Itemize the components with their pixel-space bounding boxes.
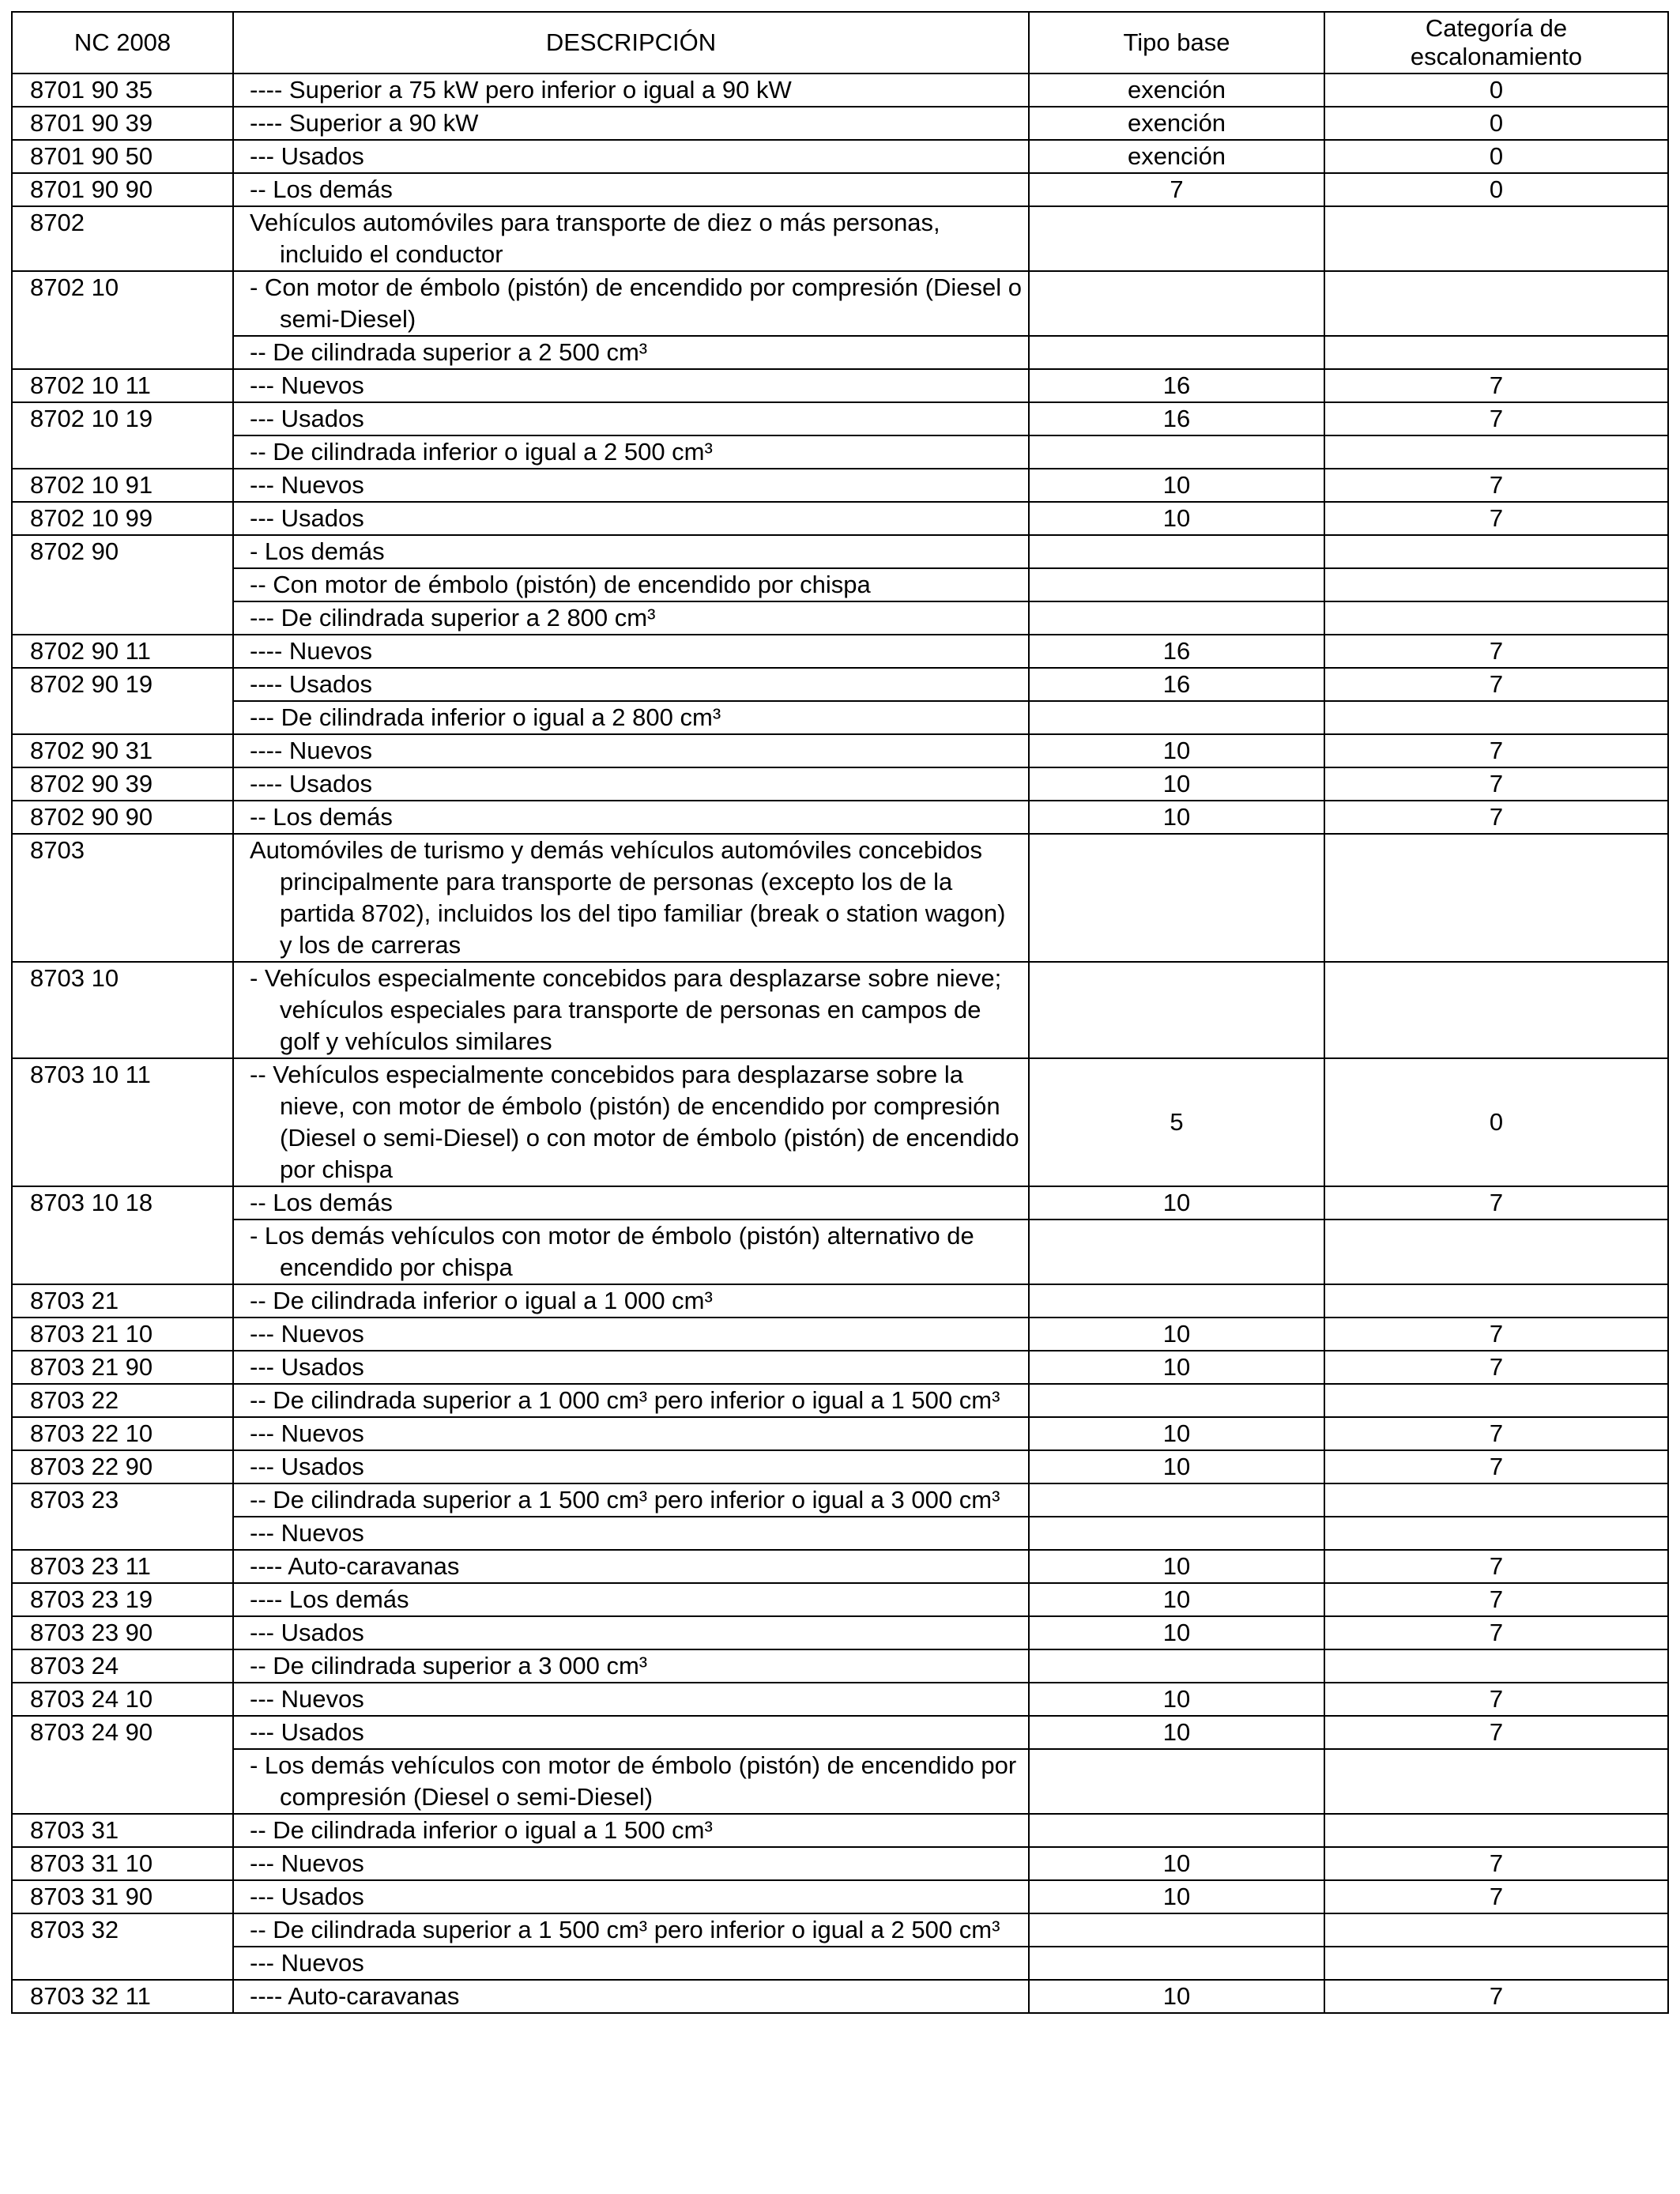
tipo-base-cell: 10 <box>1029 1847 1324 1880</box>
categoria-cell <box>1324 535 1668 568</box>
description-text: Automóviles de turismo y demás vehículos automóviles concebidos principalmente para transporte de personas (excepto los de la partida 8702), incluidos los del tipo familiar (break o station wagon) y los de carreras <box>250 836 1006 959</box>
description-text: ---- Usados <box>250 670 373 698</box>
tipo-base-cell: 10 <box>1029 1450 1324 1483</box>
description-text: --- Nuevos <box>250 1519 364 1547</box>
tipo-base-cell: 7 <box>1029 173 1324 206</box>
categoria-cell <box>1324 568 1668 601</box>
table-row <box>12 535 1668 568</box>
nc-code-cell: 8703 31 90 <box>12 1880 233 1913</box>
tipo-base-cell: 10 <box>1029 1980 1324 2013</box>
nc-code-cell: 8702 90 11 <box>12 635 233 668</box>
description-text: -- Los demás <box>250 803 393 831</box>
tipo-base-cell: 10 <box>1029 1186 1324 1220</box>
description-text: -- De cilindrada superior a 1 000 cm³ pero inferior o igual a 1 500 cm³ <box>250 1386 1000 1414</box>
nc-code-cell: 8703 22 10 <box>12 1417 233 1450</box>
description-text: ---- Superior a 75 kW pero inferior o igual a 90 kW <box>250 76 792 104</box>
nc-code-cell: 8702 10 19 <box>12 402 233 469</box>
nc-code-cell: 8703 21 <box>12 1284 233 1318</box>
description-cell <box>233 1284 1029 1318</box>
tipo-base-cell <box>1029 1517 1324 1550</box>
description-cell <box>233 1749 1029 1814</box>
tipo-base-cell <box>1029 1814 1324 1847</box>
nc-code-cell: 8701 90 35 <box>12 74 233 107</box>
description-text: --- Usados <box>250 142 364 170</box>
description-cell <box>233 962 1029 1058</box>
categoria-cell <box>1324 1517 1668 1550</box>
nc-code-cell: 8703 31 10 <box>12 1847 233 1880</box>
tipo-base-cell <box>1029 535 1324 568</box>
categoria-cell: 7 <box>1324 1683 1668 1716</box>
table-row <box>12 1318 1668 1351</box>
categoria-cell <box>1324 1220 1668 1284</box>
categoria-cell: 7 <box>1324 734 1668 767</box>
tipo-base-cell <box>1029 336 1324 369</box>
nc-code-cell: 8702 10 91 <box>12 469 233 502</box>
description-cell <box>233 1947 1029 1980</box>
nc-code-cell: 8701 90 90 <box>12 173 233 206</box>
tipo-base-cell <box>1029 962 1324 1058</box>
description-text: -- De cilindrada inferior o igual a 1 000 cm³ <box>250 1287 713 1314</box>
table-row <box>12 1947 1668 1980</box>
table-row <box>12 1186 1668 1220</box>
categoria-cell: 7 <box>1324 469 1668 502</box>
tipo-base-cell: 16 <box>1029 635 1324 668</box>
description-cell <box>233 206 1029 271</box>
tipo-base-cell <box>1029 1284 1324 1318</box>
table-row <box>12 962 1668 1058</box>
description-cell <box>233 271 1029 336</box>
nc-code-cell: 8702 10 11 <box>12 369 233 402</box>
table-row <box>12 1749 1668 1814</box>
categoria-cell <box>1324 1284 1668 1318</box>
description-cell <box>233 107 1029 140</box>
categoria-cell <box>1324 1814 1668 1847</box>
table-row <box>12 767 1668 801</box>
tipo-base-cell <box>1029 601 1324 635</box>
nc-code-cell: 8702 90 31 <box>12 734 233 767</box>
tipo-base-cell <box>1029 701 1324 734</box>
table-row <box>12 271 1668 336</box>
tipo-base-cell <box>1029 1384 1324 1417</box>
nc-code-cell: 8701 90 39 <box>12 107 233 140</box>
tipo-base-cell <box>1029 1947 1324 1980</box>
description-text: ---- Auto-caravanas <box>250 1982 460 2010</box>
tipo-base-cell <box>1029 1220 1324 1284</box>
table-row <box>12 601 1668 635</box>
categoria-cell <box>1324 435 1668 469</box>
tipo-base-cell: 10 <box>1029 1417 1324 1450</box>
description-cell <box>233 701 1029 734</box>
description-text: - Los demás vehículos con motor de émbolo (pistón) de encendido por compresión (Diesel o semi-Diesel) <box>250 1751 1017 1811</box>
description-cell <box>233 1186 1029 1220</box>
nc-code-cell: 8702 90 90 <box>12 801 233 834</box>
description-text: --- Usados <box>250 1353 364 1381</box>
description-cell <box>233 1550 1029 1583</box>
table-row <box>12 74 1668 107</box>
table-row <box>12 801 1668 834</box>
table-row <box>12 1417 1668 1450</box>
description-cell <box>233 734 1029 767</box>
nc-code-cell: 8703 31 <box>12 1814 233 1847</box>
description-cell <box>233 1058 1029 1186</box>
table-row <box>12 1384 1668 1417</box>
categoria-cell <box>1324 1483 1668 1517</box>
description-cell <box>233 801 1029 834</box>
categoria-cell: 7 <box>1324 1450 1668 1483</box>
categoria-cell: 7 <box>1324 1318 1668 1351</box>
tipo-base-cell: 10 <box>1029 502 1324 535</box>
table-row <box>12 668 1668 701</box>
table-row <box>12 1483 1668 1517</box>
tipo-base-cell: 10 <box>1029 734 1324 767</box>
table-row <box>12 1450 1668 1483</box>
description-cell <box>233 1483 1029 1517</box>
description-cell <box>233 1913 1029 1947</box>
categoria-cell: 7 <box>1324 635 1668 668</box>
table-row <box>12 140 1668 173</box>
categoria-cell <box>1324 962 1668 1058</box>
table-row <box>12 701 1668 734</box>
table-row <box>12 635 1668 668</box>
table-row <box>12 1284 1668 1318</box>
table-row <box>12 336 1668 369</box>
categoria-cell <box>1324 271 1668 336</box>
description-text: --- Nuevos <box>250 1849 364 1877</box>
categoria-cell: 7 <box>1324 1847 1668 1880</box>
description-cell <box>233 1683 1029 1716</box>
description-text: --- Nuevos <box>250 1685 364 1713</box>
nc-code-cell: 8703 32 <box>12 1913 233 1980</box>
categoria-cell <box>1324 601 1668 635</box>
nc-code-cell: 8703 21 10 <box>12 1318 233 1351</box>
nc-code-cell: 8703 22 90 <box>12 1450 233 1483</box>
description-text: --- Usados <box>250 1453 364 1480</box>
nc-code-cell: 8701 90 50 <box>12 140 233 173</box>
description-cell <box>233 469 1029 502</box>
table-row <box>12 1583 1668 1616</box>
nc-code-cell: 8703 32 11 <box>12 1980 233 2013</box>
tipo-base-cell <box>1029 1649 1324 1683</box>
table-row <box>12 1058 1668 1186</box>
description-cell <box>233 535 1029 568</box>
tipo-base-cell: 10 <box>1029 1683 1324 1716</box>
table-row <box>12 1550 1668 1583</box>
table-row <box>12 1847 1668 1880</box>
description-text: --- Nuevos <box>250 1949 364 1977</box>
categoria-cell: 0 <box>1324 140 1668 173</box>
tipo-base-cell: 10 <box>1029 1616 1324 1649</box>
tipo-base-cell <box>1029 435 1324 469</box>
description-text: -- Con motor de émbolo (pistón) de encendido por chispa <box>250 571 871 598</box>
table-row <box>12 1880 1668 1913</box>
nc-code-cell: 8703 23 <box>12 1483 233 1550</box>
description-text: - Los demás vehículos con motor de émbolo (pistón) alternativo de encendido por chispa <box>250 1222 974 1281</box>
description-cell <box>233 1880 1029 1913</box>
nc-code-cell: 8702 90 39 <box>12 767 233 801</box>
nc-code-cell: 8703 23 19 <box>12 1583 233 1616</box>
nc-code-cell: 8703 21 90 <box>12 1351 233 1384</box>
description-text: -- De cilindrada superior a 2 500 cm³ <box>250 338 648 366</box>
tipo-base-cell: exención <box>1029 107 1324 140</box>
categoria-cell: 0 <box>1324 173 1668 206</box>
description-text: -- De cilindrada inferior o igual a 2 500 cm³ <box>250 438 713 466</box>
tipo-base-cell <box>1029 568 1324 601</box>
categoria-cell <box>1324 1947 1668 1980</box>
nc-code-cell: 8703 10 11 <box>12 1058 233 1186</box>
description-text: ---- Nuevos <box>250 637 373 665</box>
table-row <box>12 568 1668 601</box>
description-cell <box>233 435 1029 469</box>
description-cell <box>233 1716 1029 1749</box>
description-text: --- De cilindrada superior a 2 800 cm³ <box>250 604 656 631</box>
tipo-base-cell <box>1029 1913 1324 1947</box>
nc-code-cell: 8702 10 99 <box>12 502 233 535</box>
table-row <box>12 1616 1668 1649</box>
description-cell <box>233 1980 1029 2013</box>
table-row <box>12 402 1668 435</box>
table-row <box>12 834 1668 962</box>
categoria-cell <box>1324 336 1668 369</box>
table-row <box>12 1913 1668 1947</box>
description-cell <box>233 1847 1029 1880</box>
categoria-cell <box>1324 1749 1668 1814</box>
table-row <box>12 206 1668 271</box>
description-text: Vehículos automóviles para transporte de diez o más personas, incluido el conductor <box>250 209 940 268</box>
description-text: --- Usados <box>250 1883 364 1910</box>
description-cell <box>233 568 1029 601</box>
tipo-base-cell: 10 <box>1029 801 1324 834</box>
description-cell <box>233 336 1029 369</box>
table-header-row <box>12 12 1668 74</box>
tipo-base-cell: 10 <box>1029 469 1324 502</box>
table-row <box>12 469 1668 502</box>
description-cell <box>233 1450 1029 1483</box>
description-text: -- De cilindrada superior a 1 500 cm³ pero inferior o igual a 3 000 cm³ <box>250 1486 1000 1514</box>
description-text: -- De cilindrada superior a 1 500 cm³ pero inferior o igual a 2 500 cm³ <box>250 1916 1000 1943</box>
nc-code-cell: 8702 90 19 <box>12 668 233 734</box>
tipo-base-cell: 10 <box>1029 1550 1324 1583</box>
categoria-cell: 7 <box>1324 1351 1668 1384</box>
header-tipo-base: Tipo base <box>1029 12 1324 74</box>
nc-code-cell: 8703 10 <box>12 962 233 1058</box>
nc-code-cell: 8702 <box>12 206 233 271</box>
nc-code-cell: 8703 10 18 <box>12 1186 233 1284</box>
description-text: ---- Superior a 90 kW <box>250 109 479 137</box>
description-cell <box>233 1649 1029 1683</box>
tipo-base-cell: 16 <box>1029 668 1324 701</box>
categoria-cell: 7 <box>1324 801 1668 834</box>
tipo-base-cell <box>1029 271 1324 336</box>
description-cell <box>233 635 1029 668</box>
categoria-cell: 7 <box>1324 668 1668 701</box>
description-text: --- Usados <box>250 504 364 532</box>
categoria-cell: 0 <box>1324 1058 1668 1186</box>
description-text: --- Usados <box>250 1718 364 1746</box>
tipo-base-cell: exención <box>1029 140 1324 173</box>
description-text: --- Usados <box>250 1619 364 1646</box>
description-cell <box>233 1318 1029 1351</box>
description-cell <box>233 601 1029 635</box>
description-cell <box>233 767 1029 801</box>
tipo-base-cell <box>1029 1749 1324 1814</box>
description-cell <box>233 1517 1029 1550</box>
description-cell <box>233 402 1029 435</box>
description-text: --- Nuevos <box>250 471 364 499</box>
header-descripcion: DESCRIPCIÓN <box>233 12 1029 74</box>
nc-code-cell: 8703 24 10 <box>12 1683 233 1716</box>
categoria-cell <box>1324 701 1668 734</box>
table-row <box>12 107 1668 140</box>
tipo-base-cell <box>1029 834 1324 962</box>
categoria-cell: 7 <box>1324 1583 1668 1616</box>
categoria-cell: 7 <box>1324 767 1668 801</box>
header-nc2008: NC 2008 <box>12 12 233 74</box>
categoria-cell: 7 <box>1324 1186 1668 1220</box>
categoria-cell: 7 <box>1324 1880 1668 1913</box>
table-row <box>12 1649 1668 1683</box>
description-cell <box>233 1384 1029 1417</box>
description-cell <box>233 1814 1029 1847</box>
categoria-cell: 7 <box>1324 502 1668 535</box>
tipo-base-cell: 10 <box>1029 1351 1324 1384</box>
description-text: - Vehículos especialmente concebidos para desplazarse sobre nieve; vehículos especiales para transporte de personas en campos de golf y vehículos similares <box>250 964 1002 1055</box>
table-row <box>12 502 1668 535</box>
tipo-base-cell <box>1029 206 1324 271</box>
description-text: --- Nuevos <box>250 1419 364 1447</box>
nc-code-cell: 8703 22 <box>12 1384 233 1417</box>
description-text: ---- Usados <box>250 770 373 797</box>
categoria-cell: 7 <box>1324 1417 1668 1450</box>
tipo-base-cell: 10 <box>1029 1583 1324 1616</box>
nc-code-cell: 8703 24 <box>12 1649 233 1683</box>
nc-code-cell: 8703 23 90 <box>12 1616 233 1649</box>
description-text: --- Usados <box>250 405 364 432</box>
categoria-cell: 7 <box>1324 1550 1668 1583</box>
description-text: --- Nuevos <box>250 1320 364 1348</box>
description-cell <box>233 1417 1029 1450</box>
description-text: -- De cilindrada inferior o igual a 1 500 cm³ <box>250 1816 713 1844</box>
description-cell <box>233 74 1029 107</box>
table-row <box>12 1517 1668 1550</box>
description-text: --- De cilindrada inferior o igual a 2 800 cm³ <box>250 703 721 731</box>
tariff-table <box>11 11 1669 2014</box>
tipo-base-cell: exención <box>1029 74 1324 107</box>
tipo-base-cell: 5 <box>1029 1058 1324 1186</box>
description-cell <box>233 1616 1029 1649</box>
description-cell <box>233 1351 1029 1384</box>
nc-code-cell: 8702 90 <box>12 535 233 635</box>
table-row <box>12 369 1668 402</box>
description-text: ---- Los demás <box>250 1585 409 1613</box>
nc-code-cell: 8703 23 11 <box>12 1550 233 1583</box>
description-cell <box>233 834 1029 962</box>
categoria-cell: 7 <box>1324 1980 1668 2013</box>
description-cell <box>233 1583 1029 1616</box>
categoria-cell <box>1324 1384 1668 1417</box>
categoria-cell <box>1324 206 1668 271</box>
categoria-cell: 0 <box>1324 74 1668 107</box>
table-row <box>12 734 1668 767</box>
categoria-cell: 7 <box>1324 402 1668 435</box>
tipo-base-cell: 10 <box>1029 1880 1324 1913</box>
categoria-cell: 7 <box>1324 369 1668 402</box>
table-row <box>12 435 1668 469</box>
nc-code-cell: 8703 24 90 <box>12 1716 233 1814</box>
description-text: -- Los demás <box>250 175 393 203</box>
table-row <box>12 173 1668 206</box>
description-cell <box>233 502 1029 535</box>
description-text: --- Nuevos <box>250 371 364 399</box>
tipo-base-cell: 16 <box>1029 369 1324 402</box>
tipo-base-cell <box>1029 1483 1324 1517</box>
tipo-base-cell: 10 <box>1029 767 1324 801</box>
categoria-cell <box>1324 1913 1668 1947</box>
table-row <box>12 1716 1668 1749</box>
description-text: -- Los demás <box>250 1189 393 1216</box>
categoria-cell: 7 <box>1324 1716 1668 1749</box>
tipo-base-cell: 10 <box>1029 1318 1324 1351</box>
description-cell <box>233 668 1029 701</box>
categoria-cell: 0 <box>1324 107 1668 140</box>
categoria-cell: 7 <box>1324 1616 1668 1649</box>
description-text: ---- Auto-caravanas <box>250 1552 460 1580</box>
description-text: ---- Nuevos <box>250 737 373 764</box>
categoria-cell <box>1324 834 1668 962</box>
table-row <box>12 1980 1668 2013</box>
description-cell <box>233 369 1029 402</box>
description-text: - Los demás <box>250 537 385 565</box>
nc-code-cell: 8702 10 <box>12 271 233 369</box>
categoria-cell <box>1324 1649 1668 1683</box>
description-text: - Con motor de émbolo (pistón) de encendido por compresión (Diesel o semi-Diesel) <box>250 273 1022 333</box>
description-cell <box>233 1220 1029 1284</box>
table-row <box>12 1351 1668 1384</box>
description-text: -- De cilindrada superior a 3 000 cm³ <box>250 1652 648 1679</box>
tipo-base-cell: 10 <box>1029 1716 1324 1749</box>
table-row <box>12 1683 1668 1716</box>
description-cell <box>233 173 1029 206</box>
tipo-base-cell: 16 <box>1029 402 1324 435</box>
description-text: -- Vehículos especialmente concebidos para desplazarse sobre la nieve, con motor de émbolo (pistón) de encendido por compresión (Diesel o semi-Diesel) o con motor de émbolo (pistón) de encendido por chispa <box>250 1061 1019 1183</box>
description-cell <box>233 140 1029 173</box>
nc-code-cell: 8703 <box>12 834 233 962</box>
header-categoria: Categoría de escalonamiento <box>1324 12 1668 74</box>
table-row <box>12 1814 1668 1847</box>
table-row <box>12 1220 1668 1284</box>
